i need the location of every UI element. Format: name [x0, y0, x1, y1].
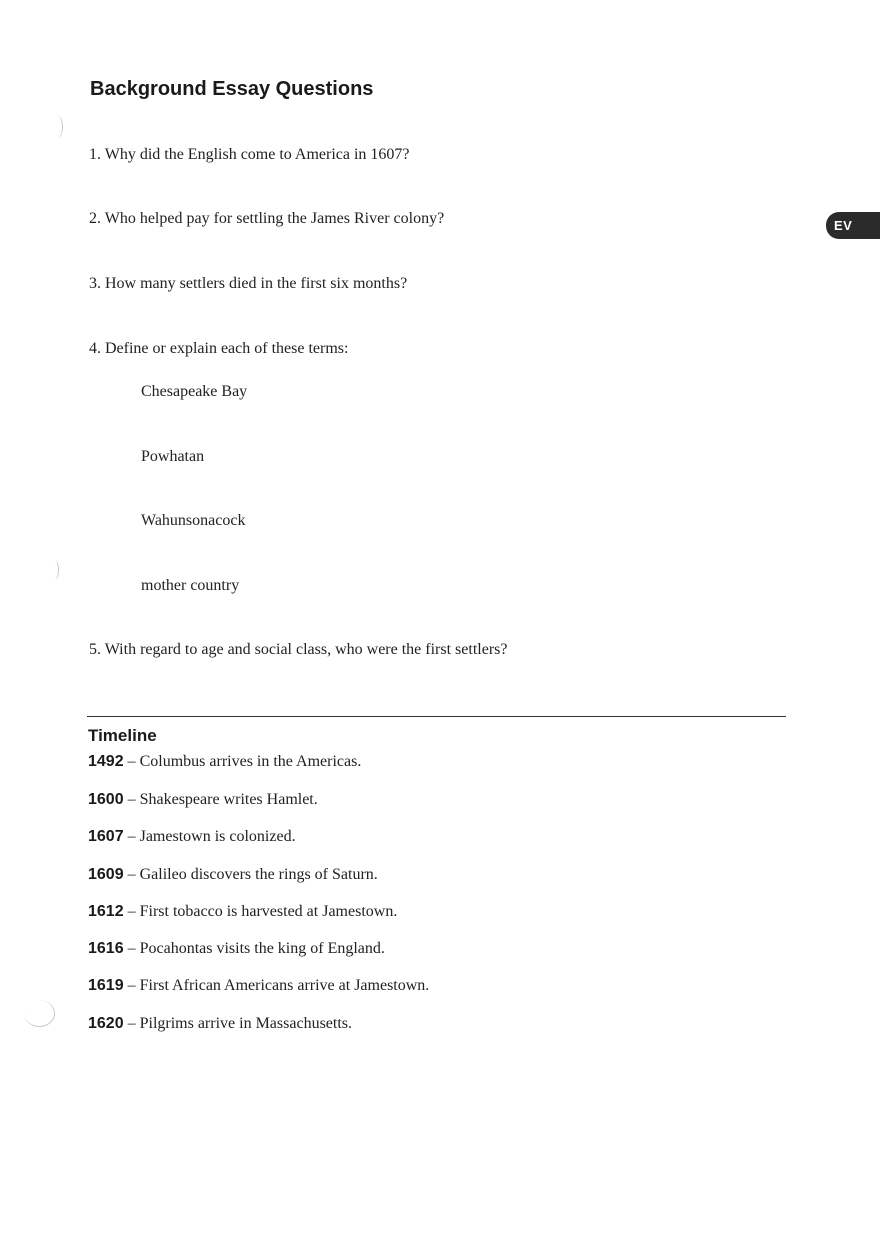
timeline-year: 1607 — [88, 828, 124, 845]
timeline-event: First tobacco is harvested at Jamestown. — [139, 903, 398, 920]
timeline-event: Columbus arrives in the Americas. — [139, 753, 362, 770]
timeline-dash: – — [127, 828, 136, 845]
question-2: 2. Who helped pay for settling the James River colony? — [89, 210, 445, 227]
question-4: 4. Define or explain each of these terms: — [89, 340, 349, 357]
question-5: 5. With regard to age and social class, who were the first settlers? — [89, 641, 508, 658]
timeline-entry — [88, 791, 318, 809]
timeline-entry — [88, 753, 361, 771]
timeline-entry — [88, 977, 429, 995]
timeline-year: 1609 — [88, 866, 124, 883]
timeline-year: 1620 — [88, 1015, 124, 1032]
section-divider — [87, 716, 786, 717]
term-chesapeake-bay: Chesapeake Bay — [141, 383, 248, 400]
question-3: 3. How many settlers died in the first six months? — [89, 275, 408, 292]
timeline-dash: – — [127, 977, 136, 994]
timeline-year: 1492 — [88, 753, 124, 770]
timeline-dash: – — [127, 903, 136, 920]
timeline-entry — [88, 828, 296, 846]
timeline-dash: – — [127, 1015, 136, 1032]
timeline-heading: Timeline — [88, 726, 157, 745]
timeline-entry — [88, 903, 397, 921]
punch-hole-mark-middle — [50, 560, 59, 580]
timeline-entry — [88, 1015, 352, 1033]
timeline-event: First African Americans arrive at Jamestown. — [139, 977, 430, 994]
side-tab-label: EV — [826, 212, 880, 239]
timeline-entry — [88, 866, 378, 884]
timeline-year: 1600 — [88, 791, 124, 808]
term-wahunsonacock: Wahunsonacock — [141, 512, 246, 529]
timeline-dash: – — [127, 753, 136, 770]
timeline-year: 1612 — [88, 903, 124, 920]
timeline-year: 1619 — [88, 977, 124, 994]
timeline-event: Pilgrims arrive in Massachusetts. — [139, 1015, 353, 1032]
timeline-event: Shakespeare writes Hamlet. — [139, 791, 318, 808]
timeline-dash: – — [127, 866, 136, 883]
punch-hole-mark-bottom — [24, 1000, 55, 1027]
page-title: Background Essay Questions — [90, 78, 374, 100]
timeline-entry — [88, 940, 385, 958]
timeline-dash: – — [127, 940, 136, 957]
timeline-event: Jamestown is colonized. — [139, 828, 296, 845]
timeline-event: Pocahontas visits the king of England. — [139, 940, 385, 957]
timeline-event: Galileo discovers the rings of Saturn. — [139, 866, 378, 883]
timeline-year: 1616 — [88, 940, 124, 957]
term-mother-country: mother country — [141, 577, 240, 594]
question-1: 1. Why did the English come to America in 1607? — [89, 146, 410, 163]
punch-hole-mark-top — [52, 116, 63, 138]
term-powhatan: Powhatan — [141, 448, 205, 465]
timeline-dash: – — [127, 791, 136, 808]
